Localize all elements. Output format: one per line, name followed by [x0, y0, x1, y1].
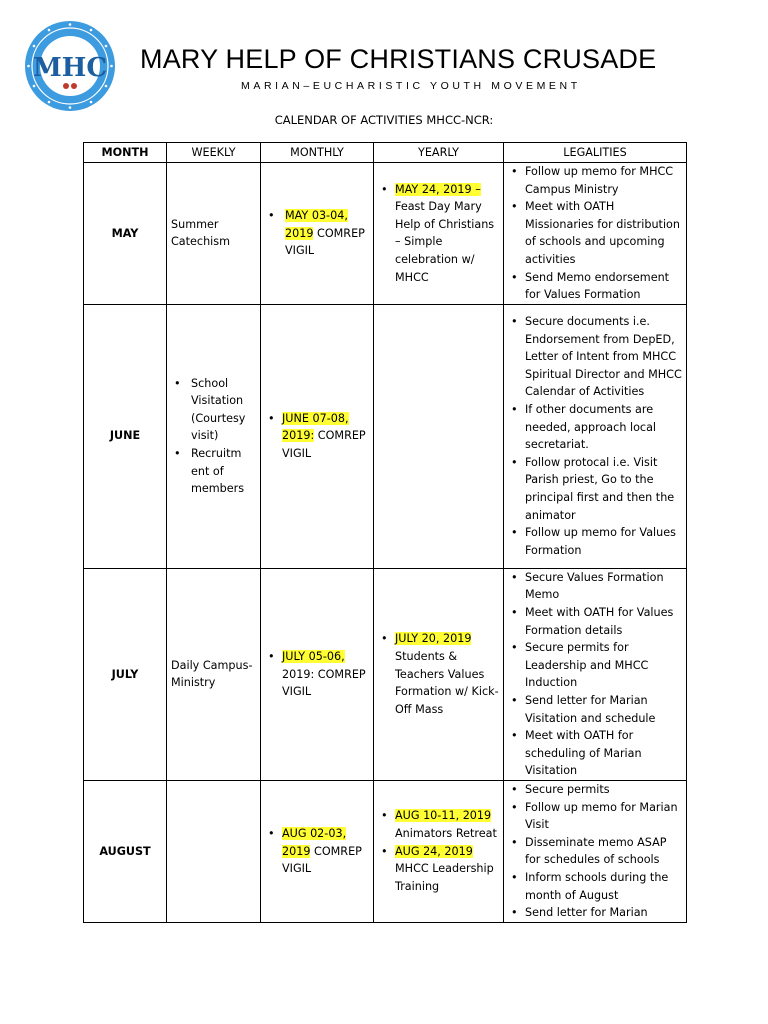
list-item: • JUNE 07-08, 2019: COMREP VIGIL	[265, 410, 369, 463]
list-item: • Follow up memo for MHCC Campus Ministry	[508, 163, 682, 198]
list-item: • If other documents are needed, approach local secretariat.	[508, 401, 682, 454]
svg-text:MHC: MHC	[32, 53, 108, 83]
list-item: • Secure documents i.e. Endorsement from DepED, Letter of Intent from MHCC Spiritual Director and MHCC Calendar of Activities	[508, 313, 682, 401]
table-row-may	[84, 163, 687, 305]
yearly-cell	[374, 163, 504, 305]
yearly-cell	[374, 780, 504, 922]
legalities-cell	[504, 780, 687, 922]
table-header-row	[84, 143, 687, 163]
list-item: • Secure permits	[508, 781, 682, 799]
list-item: • Follow up memo for Marian Visit	[508, 799, 682, 834]
list-item: • JULY 20, 2019 Students & Teachers Values Formation w/ Kick-Off Mass	[378, 630, 499, 718]
header-yearly: YEARLY	[374, 143, 504, 163]
list-item: • Send letter for Marian Visitation and schedule	[508, 692, 682, 727]
table-row-june	[84, 304, 687, 568]
list-item: • Inform schools during the month of August	[508, 869, 682, 904]
activities-table	[83, 142, 687, 923]
list-item: • Disseminate memo ASAP for schedules of schools	[508, 834, 682, 869]
weekly-cell: Summer Catechism	[167, 163, 261, 305]
legalities-cell	[504, 163, 687, 305]
yearly-cell	[374, 568, 504, 780]
monthly-cell	[261, 568, 374, 780]
legalities-cell	[504, 568, 687, 780]
organization-title: MARY HELP OF CHRISTIANS CRUSADE	[140, 44, 657, 74]
list-item: • JULY 05-06, 2019: COMREP VIGIL	[265, 648, 369, 701]
list-item: • AUG 24, 2019 MHCC Leadership Training	[378, 843, 499, 896]
weekly-cell	[167, 304, 261, 568]
header-weekly: WEEKLY	[167, 143, 261, 163]
list-item: • MAY 24, 2019 – Feast Day Mary Help of Christians – Simple celebration w/ MHCC	[378, 181, 499, 287]
list-item: • Meet with OATH for Values Formation details	[508, 604, 682, 639]
list-item: • Meet with OATH for scheduling of Marian Visitation	[508, 727, 682, 780]
weekly-cell: Daily Campus-Ministry	[167, 568, 261, 780]
list-item: • Follow protocal i.e. Visit Parish priest, Go to the principal first and then the animator	[508, 454, 682, 524]
list-item: • Send Memo endorsement for Values Formation	[508, 269, 682, 304]
list-item: • AUG 02-03, 2019 COMREP VIGIL	[265, 825, 369, 878]
calendar-title: CALENDAR OF ACTIVITIES MHCC-NCR:	[274, 113, 494, 127]
yearly-cell	[374, 304, 504, 568]
list-item: • Send letter for Marian	[508, 904, 682, 922]
month-cell: AUGUST	[84, 780, 167, 922]
table-row-august	[84, 780, 687, 922]
month-cell: JUNE	[84, 304, 167, 568]
organization-subtitle: MARIAN–EUCHARISTIC YOUTH MOVEMENT	[241, 80, 581, 92]
monthly-cell	[261, 163, 374, 305]
list-item: • School Visitation (Courtesy visit)	[171, 375, 256, 445]
monthly-cell	[261, 780, 374, 922]
header-legalities: LEGALITIES	[504, 143, 687, 163]
legalities-cell	[504, 304, 687, 568]
header-month: MONTH	[84, 143, 167, 163]
month-cell: MAY	[84, 163, 167, 305]
header-monthly: MONTHLY	[261, 143, 374, 163]
crusade-logo	[24, 20, 116, 112]
monthly-cell	[261, 304, 374, 568]
list-item: • MAY 03-04, 2019 COMREP VIGIL	[265, 207, 369, 260]
list-item: • Secure Values Formation Memo	[508, 569, 682, 604]
list-item: • Meet with OATH Missionaries for distribution of schools and upcoming activities	[508, 198, 682, 268]
list-item: • AUG 10-11, 2019 Animators Retreat	[378, 807, 499, 842]
weekly-cell	[167, 780, 261, 922]
list-item: • Recruitm ent of members	[171, 445, 256, 498]
table-row-july	[84, 568, 687, 780]
list-item: • Secure permits for Leadership and MHCC Induction	[508, 639, 682, 692]
list-item: • Follow up memo for Values Formation	[508, 524, 682, 559]
month-cell: JULY	[84, 568, 167, 780]
